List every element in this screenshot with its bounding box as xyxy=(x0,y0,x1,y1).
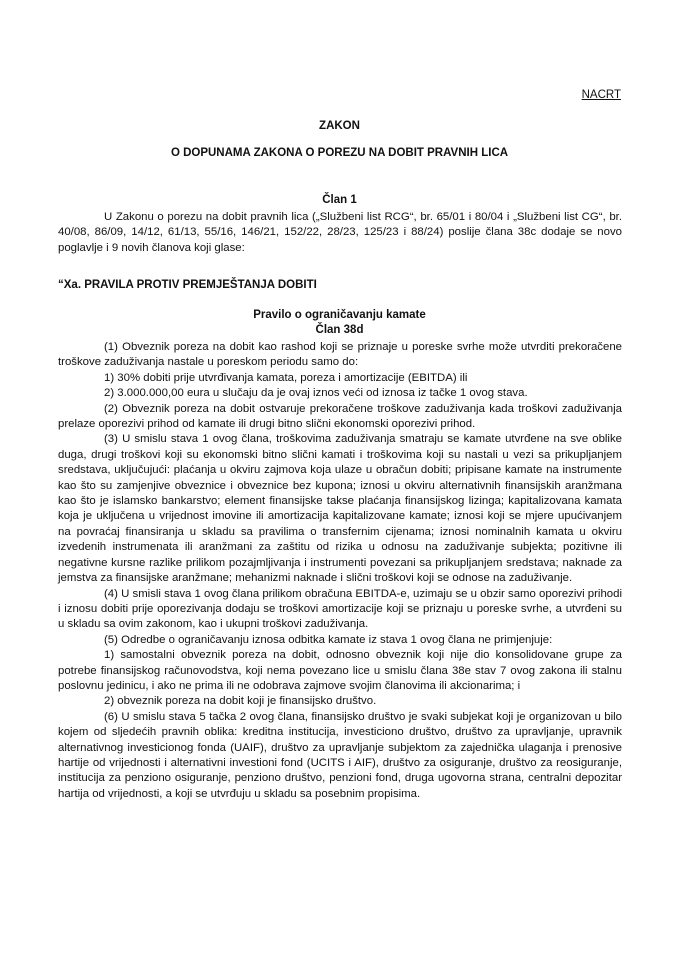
law-title: ZAKON xyxy=(319,120,360,132)
paragraph-2: (2) Obveznik poreza na dobit ostvaruje prekoračene troškove zaduživanja kada troškovi zaduživanja prelaze oporezivi prihod od kamate ili drugi bitno slični ekonomski oporezivi prihod. xyxy=(58,402,622,431)
paragraph-1-point-1: 1) 30% dobiti prije utvrđivanja kamata, poreza i amortizacije (EBITDA) ili xyxy=(104,371,468,384)
paragraph-1: (1) Obveznik poreza na dobit kao rashod koji se priznaje u poreske svrhe može utvrditi prekoračene troškove zaduživanja nastale u poreskom periodu samo do: xyxy=(58,341,622,369)
article-1-paragraph: U Zakonu o porezu na dobit pravnih lica („Službeni list RCG“, br. 65/01 i 80/04 i „Službeni list CG“, br. 40/08, 86/09, 14/12, 61/13, 55/16, 146/21, 152/22, 28/23, 125/23 i 88/24) poslije člana 38c dodaje se novo poglavlje i 9 novih članova koji glase: xyxy=(58,211,622,254)
paragraph-1-point-2: 2) 3.000.000,00 eura u slučaju da je ovaj iznos veći od iznosa iz tačke 1 ovog stava. xyxy=(104,387,528,400)
draft-label: NACRT xyxy=(581,89,621,101)
article-1-heading: Član 1 xyxy=(322,194,357,206)
section-heading: Pravilo o ograničavanju kamate xyxy=(253,309,426,321)
law-subtitle: O DOPUNAMA ZAKONA O POREZU NA DOBIT PRAVNIH LICA xyxy=(170,147,509,159)
paragraph-5: (5) Odredbe o ograničavanju iznosa odbitka kamate iz stava 1 ovog člana ne primjenjuje: xyxy=(104,633,553,646)
chapter-heading: “Xa. PRAVILA PROTIV PREMJEŠTANJA DOBITI xyxy=(58,279,317,291)
article-38d-body xyxy=(58,340,622,802)
paragraph-3: (3) U smislu stava 1 ovog člana, troškovima zaduživanja smatraju se kamate utvrđene na sve oblike duga, drugi troškovi koji su ekonomski bitno slični kamati i troškovima koji su nastali u vezi sa prikupljanjem sredstava, uključujući: plaćanja u okviru zajmova koja ulaze u obračun dobiti; pripisane kamate na instrumente kao što su zamjenjive obveznice i obveznice bez kupona; iznosi u okviru alternativnih finansijskih aranžmana kao što je islamsko bankarstvo; element finansijske takse plaćanja finansijskog lizinga; kapitalizovana kamata koja je uključena u vrijednost imovine ili amortizacija kapitalizovane kamate; iznosi koji se mjere upućivanjem na povraćaj finansiranja u skladu sa pravilima o transfernim cijenama; iznosi nominalnih kamata u okviru izvedenih instrumenata ili aranžmani za zaštitu od rizika u odnosu na zaduživanje subjekta; pozitivne ili negativne kursne razlike prilikom pozajmljivanja i instrumenti povezani sa prikupljanjem sredstava; naknade za jemstva za finansijske aranžmane; mehanizmi naknade i slični troškovi koji se odnose na zaduživanje. xyxy=(58,433,622,585)
paragraph-5-point-1: 1) samostalni obveznik poreza na dobit, odnosno obveznik koji nije dio konsolidovane grupe za potrebe finansijskog računovodstva, koji nema povezano lice u smislu člana 38e stav 7 ovog zakona ili stalnu poslovnu jedinicu, i ako ne prima ili ne odobrava zajmove svojim članovima ili akcionarima; i xyxy=(58,649,622,692)
paragraph-4: (4) U smisli stava 1 ovog člana prilikom obračuna EBITDA-e, uzimaju se u obzir samo oporezivi prihodi i iznosu dobiti prije oporezivanja dodaju se troškovi amortizacije koji se priznaju u poreske svrhe, a utvrđeni su u skladu sa ovim zakonom, kao i ukupni troškovi zaduživanja. xyxy=(58,587,622,631)
article-1-body xyxy=(58,210,622,256)
article-38d-heading: Član 38d xyxy=(315,324,364,336)
paragraph-5-point-2: 2) obveznik poreza na dobit koji je finansijsko društvo. xyxy=(104,695,377,708)
paragraph-6: (6) U smislu stava 5 tačka 2 ovog člana, finansijsko društvo je svaki subjekat koji je organizovan u bilo kojem od sljedećih pravnih oblika: kreditna institucija, investiciono društvo, društvo za upravljanje, upravnik alternativnog investicionog fonda (UAIF), društvo za upravljanje subjektom za zajednička ulaganja i prenosive hartije od vrijednosti i alternativni investioni fond (UCITS i AIF), društvo za osiguranje, društvo za reosiguranje, institucija za penziono osiguranje, penziono društvo, penzioni fond, druga ugovorna strana, centralni depozitar hartija od vrijednosti, a koji se utvrđuju u skladu sa posebnim propisima. xyxy=(58,710,622,800)
